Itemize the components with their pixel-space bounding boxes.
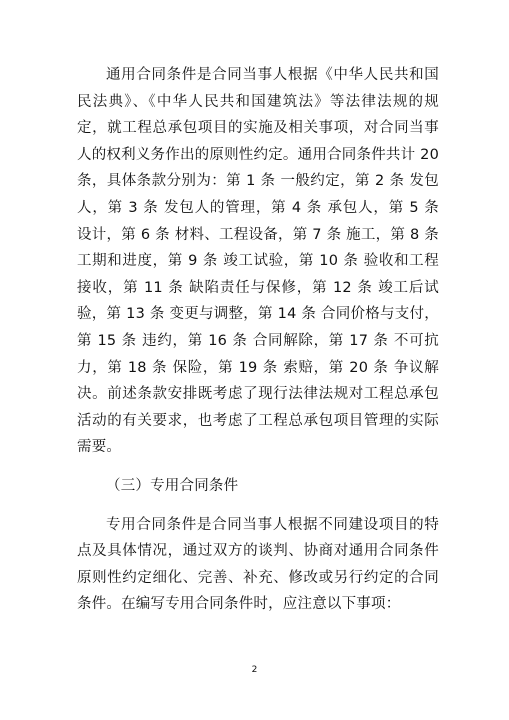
document-body bbox=[77, 62, 439, 618]
section-heading-special-conditions: （三）专用合同条件 bbox=[106, 477, 239, 494]
page-number: 2 bbox=[251, 665, 258, 675]
paragraph-general-conditions: 通用合同条件是合同当事人根据《中华人民共和国民法典》、《中华人民共和国建筑法》等法律法规的规定，就工程总承包项目的实施及相关事项，对合同当事人的权利义务作出的原则性约定。通用合同条件共计 20 条，具体条款分别为：第 1 条 一般约定，第 2 条 发包人，第 3 条 发包人的管理，第 4 条 承包人，第 5 条 设计，第 6 条 材料、工程设备，第 7 条 施工，第 8 条 工期和进度，第 9 条 竣工试验，第 10 条 验收和工程接收，第 11 条 缺陷责任与保修，第 12 条 竣工后试验，第 13 条 变更与调整，第 14 条 合同价格与支付，第 15 条 违约，第 16 条 合同解除，第 17 条 不可抗力，第 18 条 保险，第 19 条 索赔，第 20 条 争议解决。前述条款安排既考虑了现行法律法规对工程总承包活动的有关要求，也考虑了工程总承包项目管理的实际需要。 bbox=[77, 67, 439, 456]
paragraph-special-conditions: 专用合同条件是合同当事人根据不同建设项目的特点及具体情况，通过双方的谈判、协商对通用合同条件原则性约定细化、完善、补充、修改或另行约定的合同条件。在编写专用合同条件时，应注意以下事项： bbox=[77, 516, 439, 613]
